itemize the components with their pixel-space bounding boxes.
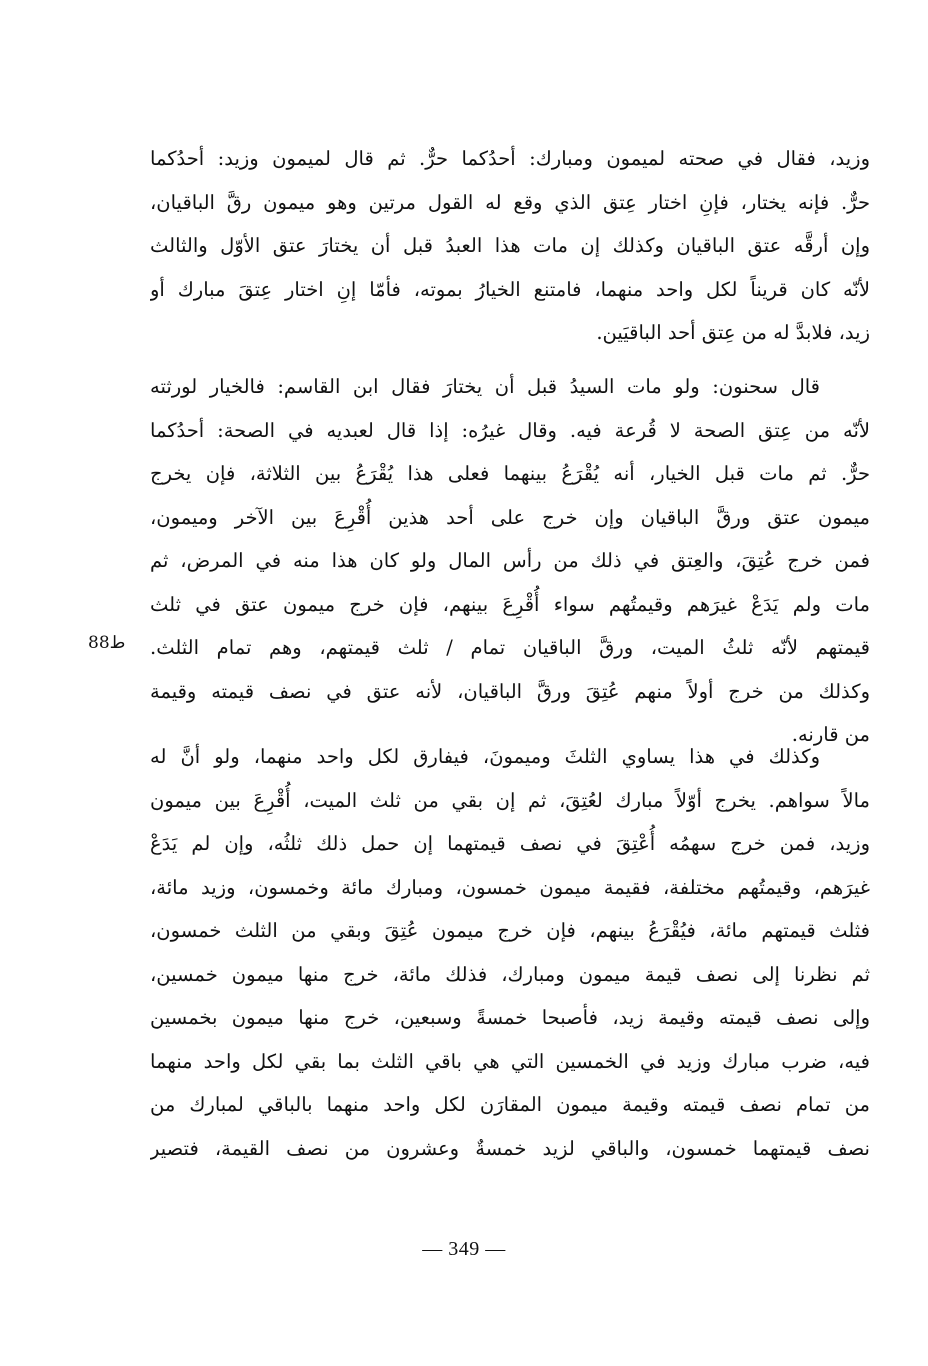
text-line: قال سحنون: ولو مات السيدُ قبل أن يختارَ فقال ابن القاسم: فالخيار لورثته xyxy=(150,375,820,398)
text-line: حرٌّ. فإنه يختار، فإنِ اختار عِتق الذي وقع له القول مرتين وهو ميمون رقَّ الباقيان، xyxy=(150,190,870,214)
text-line: ثم نظرنا إلى نصف قيمة ميمون ومبارك، فذلك مائة، خرج منها ميمون خمسين، xyxy=(150,962,870,986)
paragraph-2 xyxy=(150,365,870,757)
text-line: ميمون عتق ورقَّ الباقيان وإن خرج على أحد هذين أُقْرِعَ بين الآخر وميمون، xyxy=(150,505,870,529)
paragraph-1 xyxy=(150,137,870,355)
text-line: نصف قيمتهما خمسون، والباقي لزيد خمسةٌ وعشرون من نصف القيمة، فتصير xyxy=(150,1136,870,1160)
text-line: لأنّه من عِتق الصحة لا قُرعة فيه. وقال غيرُه: إذا قال لعبديه في الصحة: أحدُكما xyxy=(150,418,870,442)
text-line: وزيد، فمن خرج سهمُه أُعْتِقَ في نصف قيمتهما إن حمل ذلك ثلثُه، وإن لم يَدَعْ xyxy=(150,832,870,855)
text-line: مالاً سواهم. يخرج أوّلاً مبارك لعُتِقَ، ثم إن بقي من ثلث الميت، أُقْرِعَ بين ميمون xyxy=(150,788,870,812)
text-line: فثلث قيمتهم مائة، فيُقْرَعُ بينهم، فإن خرج ميمون عُتِقَ وبقي من الثلث خمسون، xyxy=(150,919,870,942)
text-line: مات ولم يَدَعْ غيرَهم وقيمتُهم سواء أُقْرِعَ بينهم، فإن خرج ميمون عتق في ثلث xyxy=(150,592,870,616)
text-line: فيه، ضرب مبارك وزيد في الخمسين التي هي باقي الثلث بما بقي لكل واحد منهما xyxy=(150,1049,870,1073)
text-line: وزيد، فقال في صحته لميمون ومبارك: أحدُكما حرٌّ. ثم قال لميمون وزيد: أحدُكما xyxy=(150,147,870,170)
text-line: فمن خرج عُتِقَ، والعِتق في ذلك من رأس المال ولو كان هذا منه في المرض، ثم xyxy=(150,549,870,572)
text-line: من تمام نصف قيمته وقيمة ميمون المقارَن لكل واحد منهما بالباقي لمبارك من xyxy=(150,1093,870,1116)
text-line: لأنّه كان قريناً لكل واحد منهما، فامتنع الخيارُ بموته، فأمّا إنِ اختار عِتقَ مبارك أو xyxy=(150,277,870,301)
text-line: غيرَهم، وقيمتُهم مختلفة، فقيمة ميمون خمسون، ومبارك مائة وخمسون، وزيد مائة، xyxy=(150,875,870,899)
text-line: حرٌّ. ثم مات قبل الخيار، أنه يُقْرَعُ بينهما فعلى هذا يُقْرَعُ بين الثلاثة، فإن يخرج xyxy=(150,462,870,485)
text-line: زيد، فلابدَّ له من عِتق أحد الباقيَين. xyxy=(596,321,870,344)
page-number: — 349 — xyxy=(422,1238,506,1260)
text-line: وكذلك من خرج أولاً منهم عُتِقَ ورقَّ الباقيان، لأنه عتق في نصف قيمته وقيمة xyxy=(150,679,870,703)
margin-page-reference: ط88 xyxy=(88,633,126,653)
text-line: قيمتهم لأنّه ثلثُ الميت، ورقَّ الباقيان تمام / ثلث قيمتهم، وهم تمام الثلث. xyxy=(150,636,870,659)
text-line: من قارنه. xyxy=(791,723,870,746)
text-line: وإن أرقَّه عتق الباقيان وكذلك إن مات هذا العبدُ قبل أن يختارَ عتق الأوّل والثالث xyxy=(150,234,870,257)
text-line: وإلى نصف قيمته وقيمة زيد، فأصبحا خمسةً وسبعين، خرج منها ميمون بخمسين xyxy=(150,1006,870,1029)
paragraph-3 xyxy=(150,735,870,1170)
text-line: وكذلك في هذا يساوي الثلثَ وميمونَ، فيفارق لكل واحد منهما، ولو أنَّ له xyxy=(150,745,820,768)
